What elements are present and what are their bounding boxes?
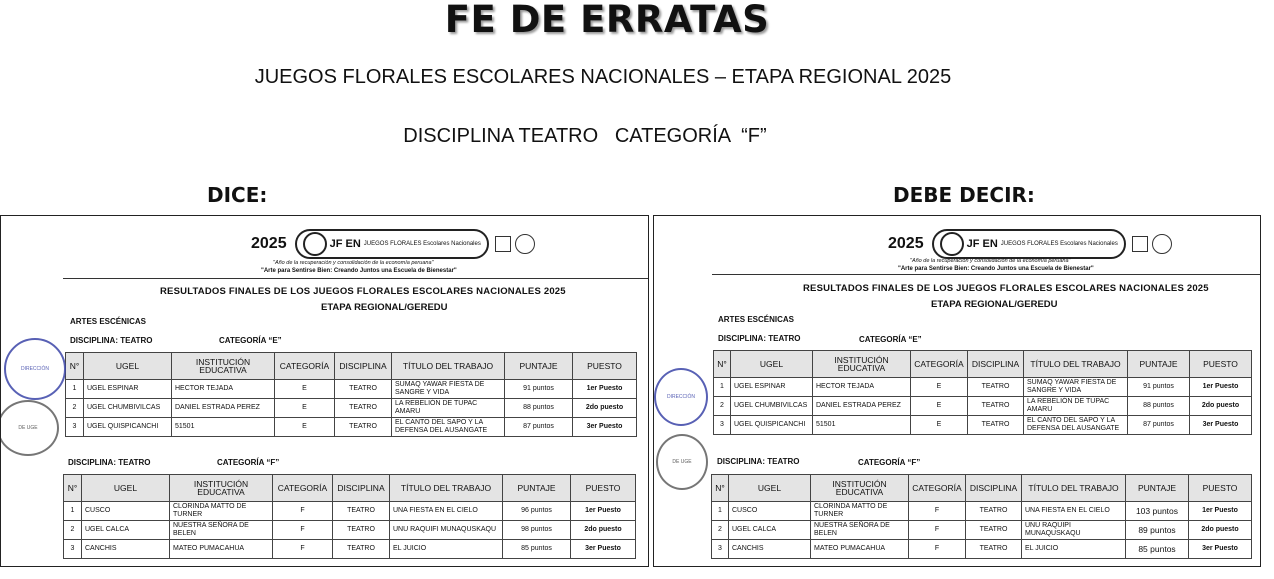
region-seal-icon: [1152, 234, 1172, 254]
jfen-logo: JF EN JUEGOS FLORALES Escolares Nacionales: [932, 229, 1126, 259]
discipline-subtitle: DISCIPLINA TEATRO CATEGORÍA “F”: [403, 125, 767, 147]
motto-line-1: "Año de la recuperación y consolidación de la economía peruana": [273, 260, 434, 266]
doc-header: [251, 226, 535, 262]
motto-line-1: "Año de la recuperación y consolidación de la economía peruana": [910, 258, 1071, 264]
table-row: 1 CUSCO CLORINDA MATTO DE TURNER F TEATRO UNA FIESTA EN EL CIELO 96 puntos 1er Puesto: [64, 502, 636, 521]
doc-header: [888, 226, 1172, 262]
stage-title: ETAPA REGIONAL/GEREDU: [321, 302, 448, 313]
official-stamp-2: DE UGE: [0, 400, 59, 456]
table-category-e: [65, 352, 637, 437]
ministry-logo: [1132, 236, 1148, 252]
official-stamp: DIRECCIÓN: [654, 368, 708, 426]
table-row: 2 UGEL CHUMBIVILCAS DANIEL ESTRADA PEREZ E TEATRO LA REBELIÓN DE TUPAC AMARU 88 puntos 2do puesto: [66, 399, 637, 418]
table-row: 1 UGEL ESPINAR HECTOR TEJADA E TEATRO SUMAQ YAWAR FIESTA DE SANGRE Y VIDA 91 puntos 1er Puesto: [714, 378, 1252, 397]
dice-label: DICE:: [207, 183, 268, 207]
motto-line-2: "Arte para Sentirse Bien: Creando Juntos una Escuela de Bienestar": [898, 266, 1094, 272]
results-title: RESULTADOS FINALES DE LOS JUEGOS FLORALES ESCOLARES NACIONALES 2025: [803, 283, 1209, 294]
table-row: 3 UGEL QUISPICANCHI 51501 E TEATRO EL CANTO DEL SAPO Y LA DEFENSA DEL AUSANGATE 87 puntos 3er Puesto: [714, 416, 1252, 435]
area-label: ARTES ESCÉNICAS: [718, 315, 795, 324]
dice-document: [0, 215, 649, 567]
table-row: 1 CUSCO CLORINDA MATTO DE TURNER F TEATRO UNA FIESTA EN EL CIELO 103 puntos 1er Puesto: [712, 502, 1252, 521]
debe-decir-document: [653, 215, 1261, 567]
doc-year: 2025: [251, 235, 287, 252]
table-row: 3 CANCHIS MATEO PUMACAHUA F TEATRO EL JUICIO 85 puntos 3er Puesto: [712, 540, 1252, 559]
doc-year: 2025: [888, 235, 924, 252]
category-e-label: CATEGORÍA “E”: [219, 336, 282, 345]
discipline-label-f: DISCIPLINA: TEATRO: [717, 457, 800, 466]
table-row: 2 UGEL CALCA NUESTRA SEÑORA DE BELEN F TEATRO UNU RAQUIPI MUNAQUSKAQU 89 puntos 2do puesto: [712, 521, 1252, 540]
table-header: N° UGEL INSTITUCIÓN EDUCATIVA CATEGORÍA DISCIPLINA TÍTULO DEL TRABAJO PUNTAJE PUESTO: [64, 475, 636, 502]
jfen-logo: JF EN JUEGOS FLORALES Escolares Nacionales: [295, 229, 489, 259]
stage-title: ETAPA REGIONAL/GEREDU: [931, 299, 1058, 310]
discipline-label-e: DISCIPLINA: TEATRO: [718, 334, 801, 343]
results-title: RESULTADOS FINALES DE LOS JUEGOS FLORALES ESCOLARES NACIONALES 2025: [160, 286, 566, 297]
discipline-label-f: DISCIPLINA: TEATRO: [68, 458, 151, 467]
table-row: 3 UGEL QUISPICANCHI 51501 E TEATRO EL CANTO DEL SAPO Y LA DEFENSA DEL AUSANGATE 87 puntos 3er Puesto: [66, 418, 637, 437]
table-category-f: [63, 474, 636, 559]
table-row: 3 CANCHIS MATEO PUMACAHUA F TEATRO EL JUICIO 85 puntos 3er Puesto: [64, 540, 636, 559]
official-stamp: DIRECCIÓN: [4, 338, 66, 400]
table-category-e: [713, 350, 1252, 435]
page-title: FE DE ERRATAS: [444, 0, 770, 41]
discipline-label-e: DISCIPLINA: TEATRO: [70, 336, 153, 345]
official-stamp-2: DE UGE: [656, 434, 708, 490]
category-f-label: CATEGORÍA “F”: [858, 458, 921, 467]
table-header: N° UGEL INSTITUCIÓN EDUCATIVA CATEGORÍA DISCIPLINA TÍTULO DEL TRABAJO PUNTAJE PUESTO: [714, 351, 1252, 378]
table-header: N° UGEL INSTITUCIÓN EDUCATIVA CATEGORÍA DISCIPLINA TÍTULO DEL TRABAJO PUNTAJE PUESTO: [712, 475, 1252, 502]
region-seal-icon: [515, 234, 535, 254]
debe-decir-label: DEBE DECIR:: [893, 183, 1035, 207]
motto-line-2: "Arte para Sentirse Bien: Creando Juntos una Escuela de Bienestar": [261, 268, 457, 274]
table-row: 1 UGEL ESPINAR HECTOR TEJADA E TEATRO SUMAQ YAWAR FIESTA DE SANGRE Y VIDA 91 puntos 1er Puesto: [66, 380, 637, 399]
table-row: 2 UGEL CALCA NUESTRA SEÑORA DE BELEN F TEATRO UNU RAQUIFI MUNAQUSKAQU 98 puntos 2do puesto: [64, 521, 636, 540]
area-label: ARTES ESCÉNICAS: [70, 317, 147, 326]
event-subtitle: JUEGOS FLORALES ESCOLARES NACIONALES – ETAPA REGIONAL 2025: [254, 66, 952, 88]
table-header: N° UGEL INSTITUCIÓN EDUCATIVA CATEGORÍA DISCIPLINA TÍTULO DEL TRABAJO PUNTAJE PUESTO: [66, 353, 637, 380]
ministry-logo: [495, 236, 511, 252]
category-f-label: CATEGORÍA “F”: [217, 458, 280, 467]
category-e-label: CATEGORÍA “E”: [859, 335, 922, 344]
table-category-f: [711, 474, 1252, 559]
table-row: 2 UGEL CHUMBIVILCAS DANIEL ESTRADA PEREZ E TEATRO LA REBELIÓN DE TUPAC AMARU 88 puntos 2do puesto: [714, 397, 1252, 416]
